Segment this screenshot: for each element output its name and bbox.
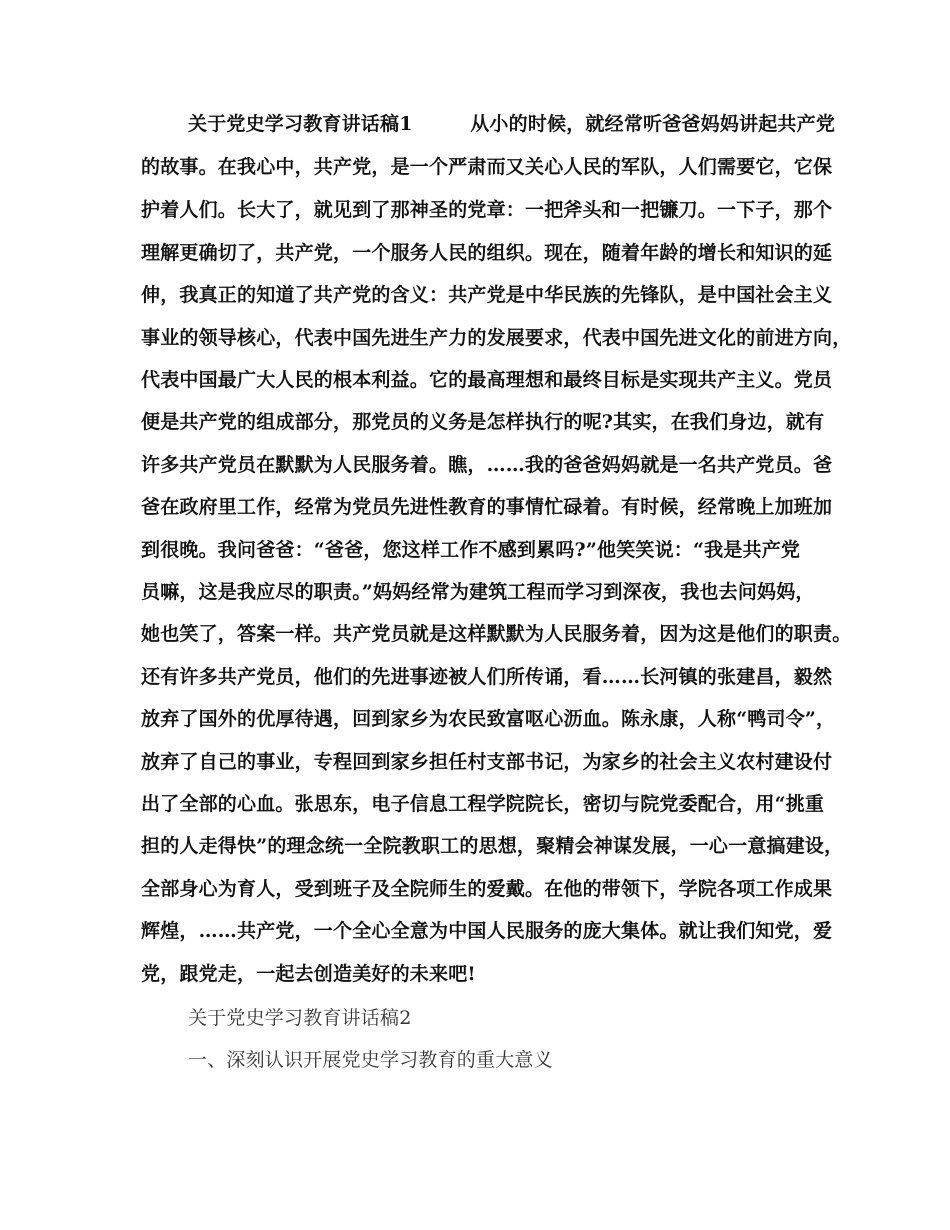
paragraph-line-15: 放弃了国外的优厚待遇，回到家乡为农民致富呕心沥血。陈永康，人称“鸭司令”， (141, 708, 836, 730)
paragraph-line-20: 辉煌，……共产党，一个全心全意为中国人民服务的庞大集体。就让我们知党，爱 (141, 920, 833, 942)
paragraph-line-18: 担的人走得快”的理念统一全院教职工的思想，聚精会神谋发展，一心一意搞建设， (141, 835, 844, 857)
paragraph-line-6: 事业的领导核心，代表中国先进生产力的发展要求，代表中国先进文化的前进方向， (141, 327, 852, 349)
paragraph-line-4: 理解更确切了，共产党，一个服务人民的组织。现在，随着年龄的增长和知识的延 (141, 242, 833, 264)
paragraph-line-11: 到很晚。我问爸爸：“爸爸，您这样工作不感到累吗?”他笑笑说：“我是共产党 (141, 539, 801, 561)
section-heading: 关于党史学习教育讲话稿2 (188, 1007, 412, 1029)
paragraph-line-19: 全部身心为育人，受到班子及全院师生的爱戴。在他的带领下，学院各项工作成果 (141, 878, 833, 900)
subsection-heading: 一、深刻认识开展党史学习教育的重大意义 (188, 1049, 553, 1071)
paragraph-line-1: 关于党史学习教育讲话稿1 从小的时候，就经常听爸爸妈妈讲起共产党 (188, 113, 836, 135)
paragraph-line-14: 还有许多共产党员，他们的先进事迹被人们所传诵，看……长河镇的张建昌，毅然 (141, 666, 833, 688)
paragraph-line-21: 党，跟党走，一起去创造美好的未来吧! (141, 963, 476, 985)
paragraph-line-7: 代表中国最广大人民的根本利益。它的最高理想和最终目标是实现共产主义。党员 (141, 369, 833, 391)
paragraph-line-3: 护着人们。长大了，就见到了那神圣的党章：一把斧头和一把镰刀。一下子，那个 (141, 199, 833, 221)
paragraph-line-5: 伸，我真正的知道了共产党的含义：共产党是中华民族的先锋队，是中国社会主义 (141, 284, 833, 306)
paragraph-line-16: 放弃了自己的事业，专程回到家乡担任村支部书记，为家乡的社会主义农村建设付 (141, 751, 833, 773)
paragraph-line-8: 便是共产党的组成部分，那党员的义务是怎样执行的呢?其实，在我们身边，就有 (141, 411, 825, 433)
paragraph-line-13: 她也笑了，答案一样。共产党员就是这样默默为人民服务着，因为这是他们的职责。 (141, 623, 852, 645)
paragraph-line-10: 爸在政府里工作，经常为党员先进性教育的事情忙碌着。有时候，经常晚上加班加 (141, 496, 833, 518)
paragraph-line-17: 出了全部的心血。张思东，电子信息工程学院院长，密切与院党委配合，用“挑重 (141, 793, 825, 815)
paragraph-line-9: 许多共产党员在默默为人民服务着。瞧，……我的爸爸妈妈就是一名共产党员。爸 (141, 454, 833, 476)
paragraph-line-2: 的故事。在我心中，共产党，是一个严肃而又关心人民的军队，人们需要它，它保 (141, 156, 833, 178)
paragraph-line-12: 员嘛，这是我应尽的职责。”妈妈经常为建筑工程而学习到深夜，我也去问妈妈， (141, 581, 815, 603)
